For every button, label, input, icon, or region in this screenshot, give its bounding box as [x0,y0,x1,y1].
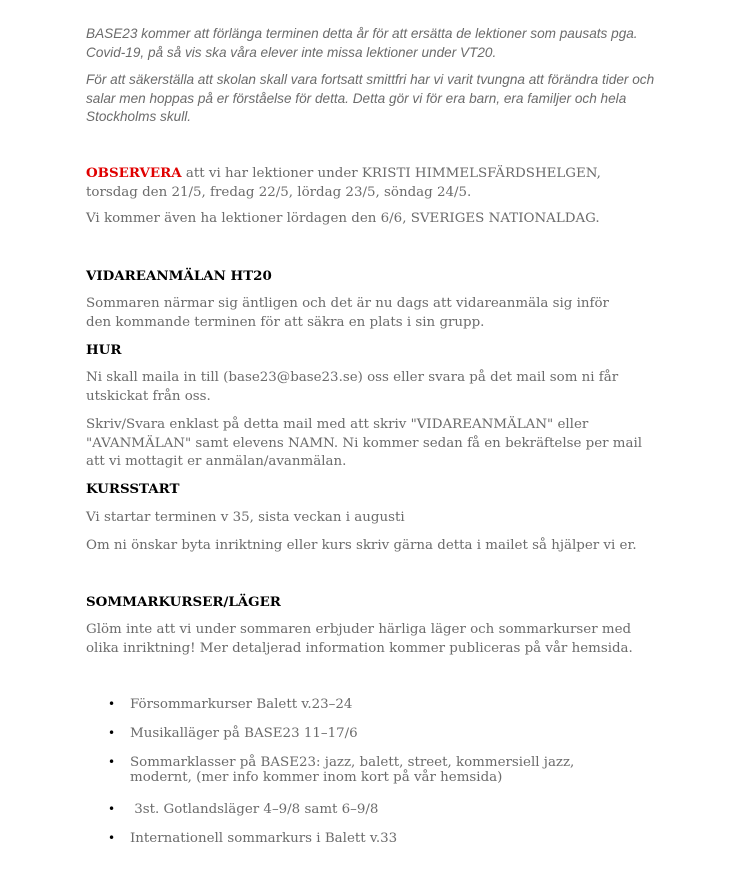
hur-paragraph-2: Skriv/Svara enklast på detta mail med att skriv "VIDAREANMÄLAN" eller "AVANMÄLAN" samt elevens NAMN. Ni kommer sedan få en bekräftelse per mail att vi mottagit er anmälan/avanmälan. [86,417,643,469]
bullet-icon: • [108,802,116,816]
sommar-text: Glöm inte att vi under sommaren erbjuder härliga läger och sommarkurser med olika inriktning! Mer detaljerad information kommer publiceras på vår hemsida. [86,622,633,656]
hur-heading: HUR [86,342,122,358]
list-item-text: Försommarkurser Balett v.23–24 [130,697,353,712]
vidare-heading: VIDAREANMÄLAN HT20 [86,268,272,284]
kursstart-paragraph-1: Vi startar terminen v 35, sista veckan i augusti [86,510,405,525]
bullet-icon: • [108,755,116,769]
bullet-icon: • [108,726,116,740]
sommar-heading: SOMMARKURSER/LÄGER [86,594,281,610]
intro-paragraph-1: BASE23 kommer att förlänga terminen detta år för att ersätta de lektioner som pausats pga. Covid-19, på så vis ska våra elever inte missa lektioner under VT20. [86,26,638,60]
list-item-text: 3st. Gotlandsläger 4–9/8 samt 6–9/8 [130,802,379,817]
notice-paragraph [86,164,646,202]
bullet-icon: • [108,697,116,711]
list-item-text: Sommarklasser på BASE23: jazz, balett, street, kommersiell jazz, modernt, (mer info kommer inom kort på vår hemsida) [130,755,575,785]
vidare-text: Sommaren närmar sig äntligen och det är nu dags att vidareanmäla sig inför den kommande terminen för att säkra en plats i sin grupp. [86,296,609,330]
list-item-text: Musikalläger på BASE23 11–17/6 [130,726,358,741]
list-item-text: Internationell sommarkurs i Balett v.33 [130,831,398,846]
notice-text: att vi har lektioner under KRISTI HIMMELSFÄRDSHELGEN, torsdag den 21/5, fredag 22/5, lördag 23/5, söndag 24/5. [86,166,601,200]
notice-label: OBSERVERA [86,165,182,181]
bullet-icon: • [108,831,116,845]
notice-paragraph-2: Vi kommer även ha lektioner lördagen den 6/6, SVERIGES NATIONALDAG. [86,211,600,226]
kursstart-paragraph-2: Om ni önskar byta inriktning eller kurs skriv gärna detta i mailet så hjälper vi er. [86,538,637,553]
intro-paragraph-2: För att säkerställa att skolan skall vara fortsatt smittfri har vi varit tvungna att förändra tider och salar men hoppas på er förståelse för detta. Detta gör vi för era barn, era familjer och hela Stockholms skull. [86,72,655,124]
hur-paragraph-1: Ni skall maila in till (base23@base23.se) oss eller svara på det mail som ni får utskickat från oss. [86,370,619,404]
kursstart-heading: KURSSTART [86,481,180,497]
